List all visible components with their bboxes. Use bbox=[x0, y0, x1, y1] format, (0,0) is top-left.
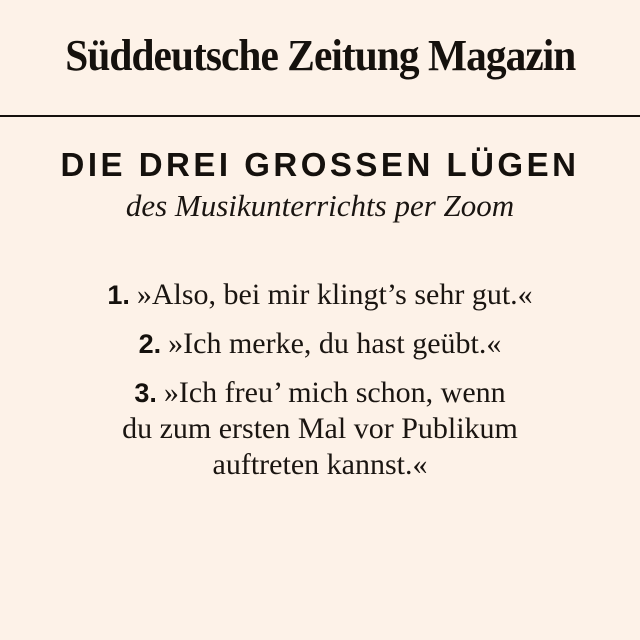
headline-subtitle: des Musikunterrichts per Zoom bbox=[125, 188, 515, 223]
item-3-number: 3. bbox=[134, 378, 157, 408]
item-3-line-1 bbox=[0, 375, 640, 411]
item-1-quote: »Also, bei mir klingt’s sehr gut.« bbox=[136, 278, 533, 311]
item-2-quote: »Ich merke, du hast geübt.« bbox=[168, 327, 502, 360]
lies-list bbox=[0, 277, 640, 483]
list-item-2 bbox=[0, 326, 640, 362]
item-1-number: 1. bbox=[107, 280, 130, 310]
content bbox=[0, 147, 640, 483]
list-item-3 bbox=[0, 375, 640, 483]
item-2-number: 2. bbox=[138, 329, 162, 359]
list-item-1 bbox=[0, 277, 640, 313]
divider-rule bbox=[0, 115, 640, 117]
headline-title: DIE DREI GROSSEN LÜGEN bbox=[60, 146, 580, 183]
masthead bbox=[0, 0, 640, 79]
sz-magazin-logo: Süddeutsche Zeitung Magazin bbox=[64, 31, 576, 80]
item-3-quote-line-3: auftreten kannst.« bbox=[212, 448, 428, 481]
item-3-quote-line-2: du zum ersten Mal vor Publikum bbox=[122, 412, 518, 445]
item-3-quote-line-1: »Ich freu’ mich schon, wenn bbox=[163, 376, 506, 409]
